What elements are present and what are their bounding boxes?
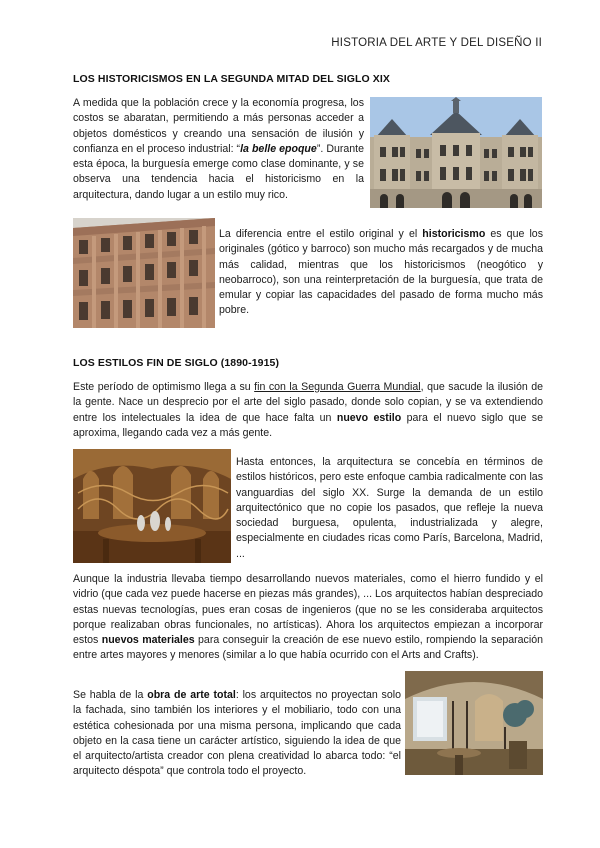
neoclassical-building-illustration [73,218,215,328]
paragraph-nuevos-materiales [73,572,543,664]
paragraph-text: ”. Durante esta época, la burguesía emerge como clase dominante, y se observa una tendencia hacia el historicismo en la arquitectura, dando lugar a un estilo muy rico. [73,142,365,201]
art-nouveau-interior-photo [73,449,231,563]
hotel-de-ville-photo [370,97,542,208]
bold-obra-de-arte-total: obra de arte total [147,689,236,701]
bold-nuevo-estilo: nuevo estilo [336,411,402,424]
emphasis-belle-epoque: la belle epoque [240,142,317,155]
running-header: HISTORIA DEL ARTE Y DEL DISEÑO II [331,37,542,49]
paragraph-text: Este período de optimismo llega a su [73,381,255,393]
paragraph-text: : los arquitectos no proyectan solo la fachada, sino también los interiores y el mobiliario, todo con una estética cohesionada por una misma persona, implicando que cada objeto en la casa tiene un carácter artístico, siguiendo la idea de que el arquitecto/artista creador con plena creatividad lo abarca todo: “el arquitecto déspota” que controla todo el proyecto. [73,689,401,778]
paragraph-text: A medida que la población crece y la economía progresa, los costos se abaratan, permitiendo a más personas acceder a objetos domésticos y creando una sensación de ilusión y confianza en el proceso industrial: “ [73,97,364,155]
paragraph-optimismo [73,380,543,441]
bold-historicismo: historicismo [422,228,486,240]
section-title-historicismos: LOS HISTORICISMOS EN LA SEGUNDA MITAD DEL SIGLO XIX [73,73,391,85]
paragraph-vanguardias: Hasta entonces, la arquitectura se concebía en términos de estilos históricos, pero este enfoque cambia radicalmente con las vanguardias del siglo XX. Surge la demanda de un estilo arquitectónico que no copie los pasados, que refleje la nueva sociedad burguesa, opulenta, industrializada y alegre, especialmente en ciudades ricas como París, Barcelona, Madrid, ... [236,456,543,560]
paragraph-text: es que los originales (gótico y barroco) son mucho más recargados y de mucha más calidad, mientras que los historicismos (neogótico y neobarroco), son una reinterpretación de la burguesía, que trata de emular y copiar las capacidades del pasado de forma mucho más pobre. [219,228,543,317]
paragraph-historicismo [219,227,543,319]
ornate-room-illustration [405,671,543,775]
paragraph-belle-epoque [73,96,364,203]
paragraph-text: Se habla de la [73,689,148,701]
total-artwork-interior-photo [405,671,543,775]
bold-nuevos-materiales: nuevos materiales [101,634,195,647]
paragraph-text: para conseguir la creación de ese nuevo estilo, rompiendo la separación entre artes mayores y menores (similar a lo que había ocurrido con el Arts and Crafts). [73,634,543,662]
section-title-fin-de-siglo: LOS ESTILOS FIN DE SIGLO (1890-1915) [73,357,280,369]
paragraph-text: Aunque la industria llevaba tiempo desarrollando nuevos materiales, como el hierro fundido y el vidrio (que cada vez puede hacerse en piezas más grandes), ... Los arquitectos habían despreciado estas nuevas tecnologías, pues eran cosas de ingenieros (que no se les consideraba arquitectos porque realizaban obras funcionales, no artísticas). Ahora los arquitectos empiezan a incorporar estos [73,573,543,647]
underlined-text: fin con la Segunda Guerra Mundial [254,381,421,393]
carved-wood-interior-illustration [73,449,231,563]
neoclassical-building-photo [73,218,215,328]
hotel-de-ville-illustration [370,97,542,208]
paragraph-obra-de-arte-total [73,688,401,780]
paragraph-text: La diferencia entre el estilo original y el [219,228,423,240]
paragraph-text: para el nuevo siglo que se aproxima, llegando cada vez a más gente. [73,411,543,439]
paragraph-text: , que sacude la ilusión de la gente. Nace un desprecio por el arte del siglo pasado, donde solo copian, y se va extendiendo entre los intelectuales la idea de que hace falta un [73,381,544,424]
